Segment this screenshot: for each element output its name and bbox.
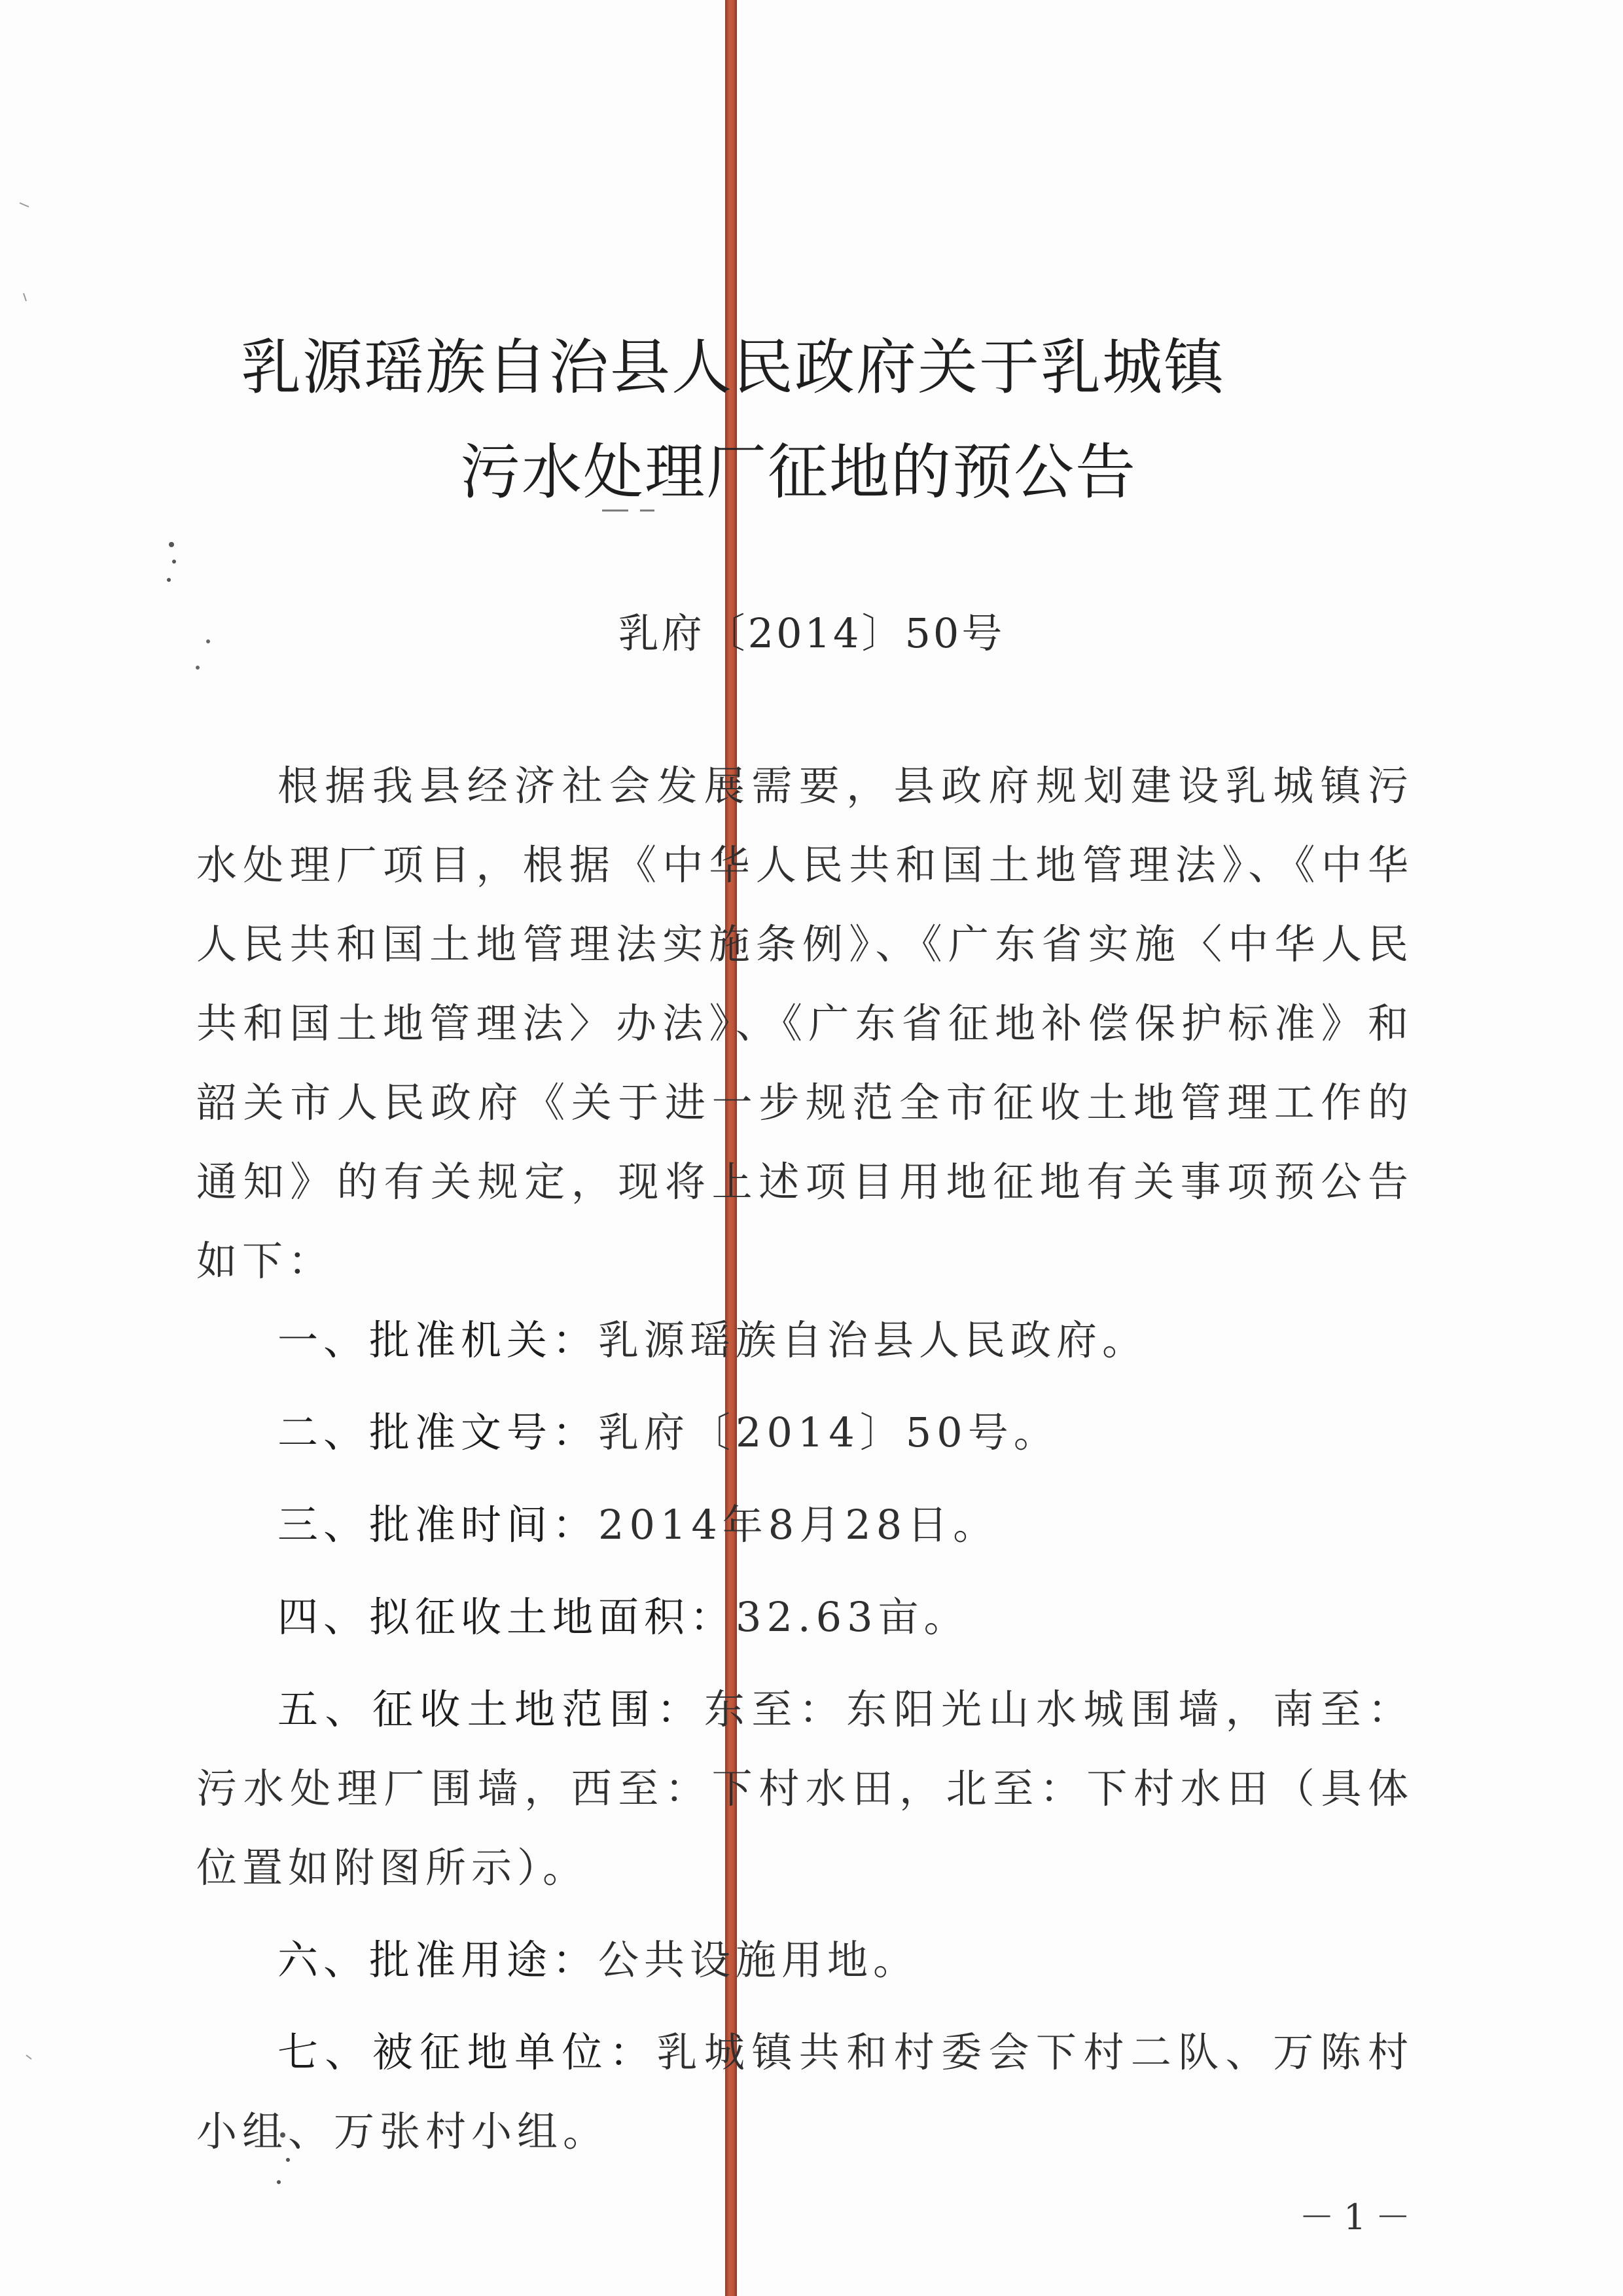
item-land-use <box>196 1920 1414 2000</box>
title-line-2: 污水处理厂征地的预公告 <box>459 437 1137 507</box>
item-label: 六、批准用途： <box>277 1936 599 1984</box>
item-label: 五、征收土地范围： <box>277 1685 704 1733</box>
item-value: 32.63亩。 <box>736 1593 970 1641</box>
item-approval-authority <box>196 1300 1414 1380</box>
item-value: 公共设施用地。 <box>598 1936 919 1984</box>
page-number: －1－ <box>1299 2197 1420 2238</box>
item-label: 二、批准文号： <box>277 1408 599 1456</box>
item-value: 乳源瑶族自治县人民政府。 <box>598 1316 1149 1364</box>
title-line-1: 乳源瑶族自治县人民政府关于乳城镇 <box>240 332 1225 403</box>
item-value: 乳府〔2014〕50号。 <box>598 1408 1060 1456</box>
item-value: 乳城镇共和村委会下村二队、万陈村小组、万张村小组。 <box>196 2028 1414 2155</box>
item-land-scope <box>196 1670 1414 1907</box>
item-value: 东至：东阳光山水城围墙，南至：污水处理厂围墙，西至：下村水田，北至：下村水田（具体位置如附图所示）。 <box>196 1685 1414 1892</box>
item-label: 七、被征地单位： <box>277 2028 657 2076</box>
intro-paragraph: 根据我县经济社会发展需要，县政府规划建设乳城镇污水处理厂项目，根据《中华人民共和国土地管理法》、《中华人民共和国土地管理法实施条例》、《广东省实施〈中华人民共和国土地管理法〉办法》、《广东省征地补偿保护标准》和韶关市人民政府《关于进一步规范全市征收土地管理工作的通知》的有关规定，现将上述项目用地征地有关事项预公告如下： <box>196 762 1414 1285</box>
item-land-area <box>196 1577 1414 1657</box>
body-text <box>196 746 1414 2171</box>
item-value: 2014年8月28日。 <box>598 1501 999 1549</box>
item-label: 三、批准时间： <box>277 1501 599 1549</box>
item-label: 四、拟征收土地面积： <box>277 1593 736 1641</box>
item-approval-number <box>196 1393 1414 1472</box>
document-number: 乳府〔2014〕50号 <box>618 609 1005 657</box>
item-label: 一、批准机关： <box>277 1316 599 1364</box>
item-affected-units <box>196 2013 1414 2171</box>
item-approval-date <box>196 1485 1414 1564</box>
